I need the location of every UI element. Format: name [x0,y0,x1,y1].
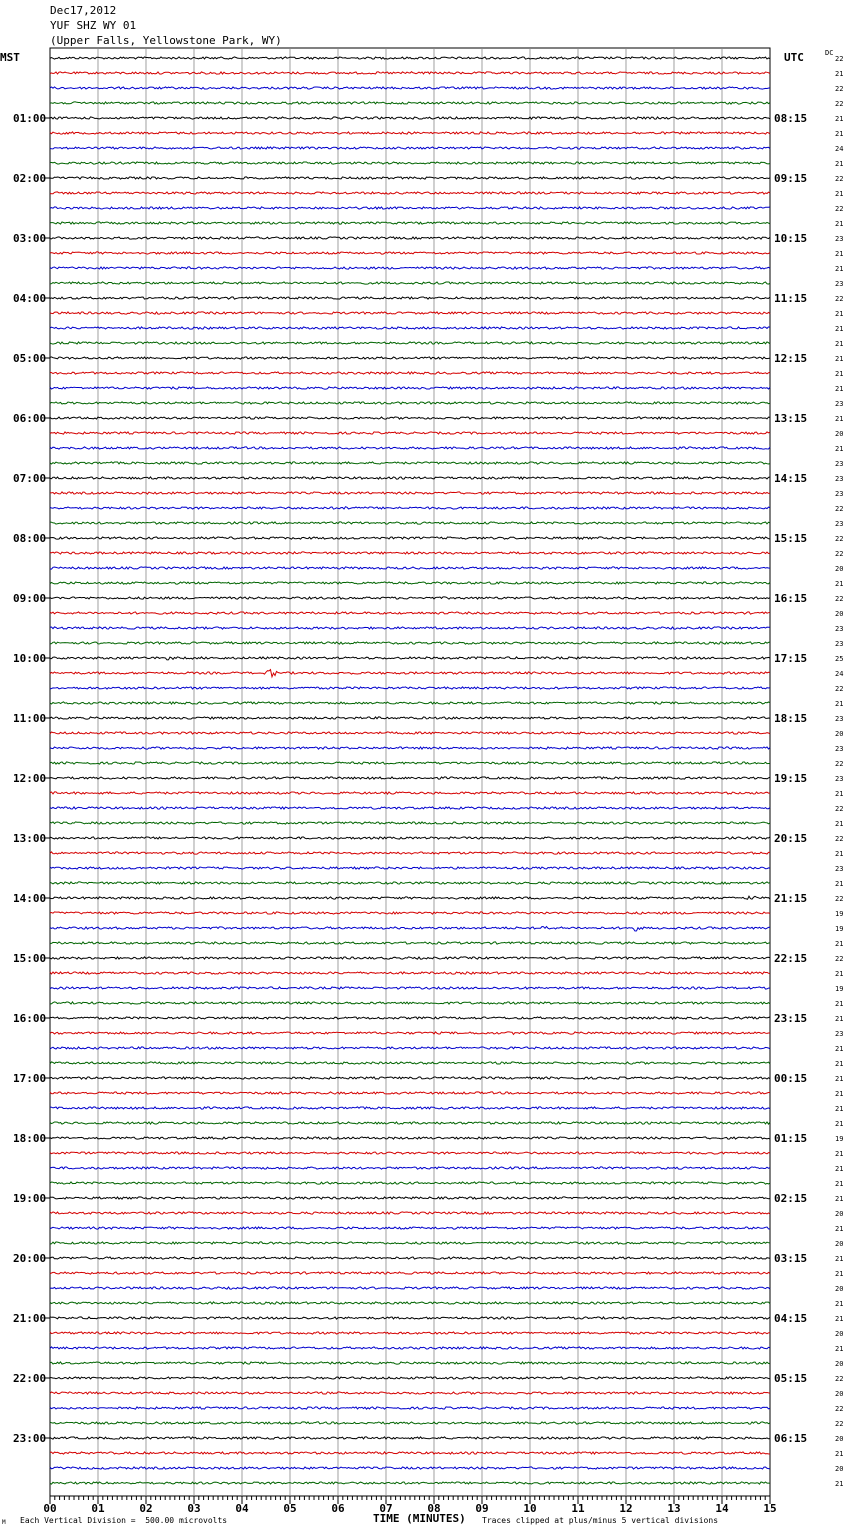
dc-offset-label: 21 [835,1345,844,1353]
seismic-trace [50,1287,770,1289]
dc-offset-label: 21 [835,415,844,423]
seismic-trace [50,507,770,509]
dc-offset-label: 21 [835,1060,844,1068]
seismic-trace [50,762,770,764]
right-hour-label: 08:15 [774,112,808,125]
dc-offset-label: 21 [835,325,844,333]
dc-offset-label: 21 [835,1120,844,1128]
dc-offset-label: 21 [835,115,844,123]
dc-offset-label: 23 [835,280,844,288]
dc-offset-label: 22 [835,685,844,693]
seismic-trace [50,1002,770,1004]
dc-offset-label: 21 [835,1450,844,1458]
seismic-trace [50,1377,770,1379]
dc-offset-label: 21 [835,1195,844,1203]
right-hour-label: 15:15 [774,532,808,545]
dc-header-label: DC [825,49,834,57]
dc-offset-label: 21 [835,370,844,378]
clip-note: Traces clipped at plus/minus 5 vertical divisions [482,1516,719,1525]
seismic-trace [50,207,770,209]
right-hour-label: 13:15 [774,412,808,425]
dc-offset-label: 21 [835,1015,844,1023]
dc-offset-label: 21 [835,1480,844,1488]
dc-offset-label: 23 [835,640,844,648]
dc-offset-label: 20 [835,565,844,573]
seismic-trace [50,1437,770,1439]
x-tick-label: 08 [427,1502,441,1515]
left-hour-label: 06:00 [13,412,47,425]
seismic-trace [50,1362,770,1364]
x-tick-label: 05 [283,1502,297,1515]
dc-offset-label: 20 [835,1360,844,1368]
seismic-trace [50,132,770,134]
seismic-trace [50,1107,770,1109]
dc-offset-label: 21 [835,385,844,393]
seismic-trace [50,1317,770,1319]
seismic-trace [50,237,770,239]
left-timezone-label: MST [0,51,20,64]
left-hour-label: 22:00 [13,1372,47,1385]
seismic-trace [50,627,770,629]
seismic-trace [50,582,770,584]
dc-offset-label: 22 [835,55,844,63]
dc-offset-label: 22 [835,805,844,813]
seismic-trace [50,1332,770,1334]
seismic-trace [50,670,770,677]
seismic-trace [50,267,770,269]
dc-offset-label: 23 [835,625,844,633]
right-hour-label: 09:15 [774,172,808,185]
dc-offset-label: 21 [835,1300,844,1308]
right-hour-label: 04:15 [774,1312,808,1325]
x-tick-label: 03 [187,1502,201,1515]
left-hour-label: 18:00 [13,1132,47,1145]
dc-offset-label: 21 [835,310,844,318]
right-hour-label: 02:15 [774,1192,808,1205]
right-hour-label: 14:15 [774,472,808,485]
left-hour-label: 09:00 [13,592,47,605]
x-tick-label: 06 [331,1502,345,1515]
left-hour-label: 10:00 [13,652,47,665]
seismic-trace [50,177,770,179]
x-tick-label: 02 [139,1502,153,1515]
seismic-trace [50,1452,770,1454]
dc-offset-label: 21 [835,265,844,273]
right-hour-label: 06:15 [774,1432,808,1445]
dc-offset-label: 21 [835,970,844,978]
dc-offset-label: 21 [835,1165,844,1173]
seismic-trace [50,912,770,914]
seismic-trace [50,537,770,539]
left-hour-label: 03:00 [13,232,47,245]
dc-offset-label: 24 [835,145,844,153]
left-hour-label: 12:00 [13,772,47,785]
plot-frame [50,48,770,1496]
dc-offset-label: 21 [835,130,844,138]
dc-offset-label: 21 [835,1225,844,1233]
dc-offset-label: 19 [835,985,844,993]
dc-offset-label: 24 [835,670,844,678]
seismic-trace [50,327,770,329]
seismic-trace [50,1407,770,1409]
dc-offset-label: 21 [835,220,844,228]
left-hour-label: 07:00 [13,472,47,485]
dc-offset-label: 21 [835,1180,844,1188]
left-hour-label: 21:00 [13,1312,47,1325]
seismic-trace [50,372,770,374]
dc-offset-label: 21 [835,880,844,888]
seismic-trace [50,222,770,224]
x-tick-label: 07 [379,1502,393,1515]
seismic-trace [50,1062,770,1064]
dc-offset-label: 20 [835,1285,844,1293]
dc-offset-label: 21 [835,820,844,828]
dc-offset-label: 23 [835,520,844,528]
seismic-trace [50,597,770,599]
seismic-trace [50,1182,770,1184]
left-hour-label: 01:00 [13,112,47,125]
seismic-trace [50,1422,770,1424]
dc-offset-label: 22 [835,535,844,543]
seismic-trace [50,822,770,824]
dc-offset-label: 22 [835,205,844,213]
dc-offset-label: 22 [835,505,844,513]
dc-offset-label: 21 [835,1090,844,1098]
seismic-trace [50,1467,770,1469]
seismic-trace [50,552,770,554]
seismic-trace [50,1077,770,1079]
seismic-trace [50,807,770,809]
dc-offset-label: 22 [835,595,844,603]
dc-offset-label: 21 [835,850,844,858]
seismic-trace [50,717,770,719]
seismic-trace [50,837,770,839]
dc-offset-label: 21 [835,1105,844,1113]
dc-offset-label: 21 [835,70,844,78]
grid-lines [50,48,770,1496]
dc-offset-label: 21 [835,1150,844,1158]
x-tick-label: 01 [91,1502,105,1515]
seismic-trace [50,732,770,734]
right-hour-label: 03:15 [774,1252,808,1265]
right-hour-label: 11:15 [774,292,808,305]
seismic-trace [50,1032,770,1035]
seismic-trace [50,896,770,899]
dc-offset-label: 22 [835,1375,844,1383]
x-tick-label: 09 [475,1502,489,1515]
dc-offset-label: 21 [835,355,844,363]
dc-offset-label: 21 [835,1045,844,1053]
dc-offset-label: 23 [835,490,844,498]
seismic-trace [50,882,770,884]
seismic-trace [50,612,770,614]
dc-offset-label: 21 [835,190,844,198]
seismic-trace [50,342,770,344]
dc-offset-label: 23 [835,235,844,243]
dc-offset-label: 20 [835,1240,844,1248]
seismic-trace [50,417,770,419]
right-hour-label: 05:15 [774,1372,808,1385]
dc-offset-label: 20 [835,610,844,618]
dc-offset-label: 22 [835,955,844,963]
seismic-trace [50,792,770,794]
left-hour-label: 20:00 [13,1252,47,1265]
seismic-trace [50,402,770,404]
dc-offset-label: 22 [835,550,844,558]
seismic-trace [50,642,770,644]
seismic-trace [50,252,770,254]
seismic-trace [50,972,770,974]
seismic-trace [50,447,770,449]
left-hour-label: 19:00 [13,1192,47,1205]
seismic-trace [50,1302,770,1304]
dc-offset-label: 20 [835,730,844,738]
dc-offset-label: 22 [835,1420,844,1428]
dc-offset-label: 23 [835,1030,844,1038]
seismic-trace [50,867,770,869]
seismic-trace [50,1482,770,1484]
left-hour-label: 11:00 [13,712,47,725]
x-axis-title: TIME (MINUTES) [373,1512,466,1525]
x-tick-label: 04 [235,1502,249,1515]
seismic-trace [50,522,770,524]
dc-offset-label: 21 [835,1000,844,1008]
seismic-trace [50,1197,770,1199]
dc-offset-label: 21 [835,160,844,168]
left-hour-label: 16:00 [13,1012,47,1025]
seismic-trace [50,162,770,164]
dc-offset-label: 23 [835,775,844,783]
dc-offset-label: 20 [835,1465,844,1473]
header-station: YUF SHZ WY 01 [50,19,137,32]
seismic-trace [50,567,770,569]
right-hour-label: 01:15 [774,1132,808,1145]
dc-offset-label: 21 [835,790,844,798]
x-tick-label: 13 [667,1502,681,1515]
dc-offset-label: 21 [835,340,844,348]
seismic-trace [50,1092,770,1094]
left-hour-label: 13:00 [13,832,47,845]
dc-offset-label: 21 [835,580,844,588]
right-hour-label: 21:15 [774,892,808,905]
dc-offset-label: 20 [835,1330,844,1338]
dc-offset-label: 23 [835,475,844,483]
seismic-trace [50,147,770,149]
seismic-trace [50,657,770,660]
seismic-trace [50,942,770,944]
dc-offset-label: 23 [835,400,844,408]
seismic-trace [50,282,770,284]
dc-offset-label: 21 [835,1255,844,1263]
seismic-trace [50,312,770,314]
dc-offset-label: 21 [835,1315,844,1323]
dc-offset-label: 21 [835,1270,844,1278]
dc-offset-label: 23 [835,460,844,468]
dc-offset-label: 22 [835,295,844,303]
left-hour-label: 15:00 [13,952,47,965]
seismic-trace [50,1227,770,1229]
dc-offset-label: 23 [835,715,844,723]
dc-offset-label: 21 [835,940,844,948]
seismic-trace [50,87,770,89]
dc-offset-label: 19 [835,1135,844,1143]
scale-note: Each Vertical Division = 500.00 microvolts [20,1516,228,1525]
left-hour-label: 08:00 [13,532,47,545]
left-hour-label: 23:00 [13,1432,47,1445]
seismic-trace [50,477,770,479]
seismic-trace [50,1122,770,1124]
seismic-trace [50,297,770,299]
seismic-trace [50,192,770,194]
seismic-trace [50,357,770,359]
dc-offset-label: 19 [835,925,844,933]
dc-offset-label: 20 [835,1390,844,1398]
seismic-trace [50,1047,770,1049]
right-hour-label: 22:15 [774,952,808,965]
x-tick-label: 00 [43,1502,57,1515]
seismic-trace [50,1347,770,1349]
right-hour-label: 18:15 [774,712,808,725]
x-tick-label: 11 [571,1502,585,1515]
seismic-trace [50,102,770,104]
corner-mark: M [2,1519,6,1526]
dc-offset-label: 22 [835,895,844,903]
right-hour-label: 17:15 [774,652,808,665]
dc-offset-label: 22 [835,100,844,108]
seismic-trace [50,852,770,854]
dc-offset-label: 19 [835,910,844,918]
seismic-trace [50,777,770,779]
seismic-trace [50,747,770,749]
left-hour-label: 02:00 [13,172,47,185]
left-hour-label: 17:00 [13,1072,47,1085]
seismic-trace [50,1257,770,1259]
left-hour-label: 14:00 [13,892,47,905]
trace-group [50,57,770,1484]
right-hour-label: 10:15 [774,232,808,245]
x-tick-label: 14 [715,1502,729,1515]
seismic-trace [50,702,770,704]
seismic-trace [50,432,770,434]
dc-offset-label: 20 [835,430,844,438]
seismic-trace [50,117,770,119]
seismic-trace [50,687,770,689]
x-tick-label: 12 [619,1502,633,1515]
dc-offset-label: 22 [835,175,844,183]
right-hour-label: 16:15 [774,592,808,605]
dc-offset-label: 21 [835,445,844,453]
seismic-trace [50,1137,770,1139]
dc-offset-label: 22 [835,760,844,768]
header-date: Dec17,2012 [50,4,117,17]
right-hour-label: 19:15 [774,772,808,785]
seismic-trace [50,1392,770,1394]
right-hour-label: 00:15 [774,1072,808,1085]
dc-offset-label: 21 [835,250,844,258]
dc-offset-label: 25 [835,655,844,663]
label-group [13,49,843,1488]
right-hour-label: 12:15 [774,352,808,365]
left-hour-label: 04:00 [13,292,47,305]
seismic-trace [50,387,770,389]
seismic-trace [50,492,770,494]
dc-offset-label: 21 [835,700,844,708]
seismic-trace [50,1242,770,1244]
x-tick-label: 15 [763,1502,777,1515]
x-tick-label: 10 [523,1502,537,1515]
dc-offset-label: 20 [835,1435,844,1443]
left-hour-label: 05:00 [13,352,47,365]
seismic-trace [50,462,770,464]
seismic-trace [50,57,770,59]
right-hour-label: 23:15 [774,1012,808,1025]
dc-offset-label: 22 [835,835,844,843]
seismic-trace [50,1167,770,1169]
seismic-trace [50,1272,770,1274]
seismic-trace [50,72,770,74]
seismic-trace [50,927,770,932]
right-hour-label: 20:15 [774,832,808,845]
seismic-trace [50,1152,770,1154]
dc-offset-label: 21 [835,1075,844,1083]
dc-offset-label: 23 [835,745,844,753]
header-location: (Upper Falls, Yellowstone Park, WY) [50,34,282,47]
seismic-trace [50,987,770,989]
seismic-trace [50,1212,770,1214]
dc-offset-label: 20 [835,1210,844,1218]
seismic-trace [50,1017,770,1019]
dc-offset-label: 22 [835,85,844,93]
right-timezone-label: UTC [784,51,804,64]
dc-offset-label: 23 [835,865,844,873]
dc-offset-label: 22 [835,1405,844,1413]
seismic-trace [50,957,770,959]
